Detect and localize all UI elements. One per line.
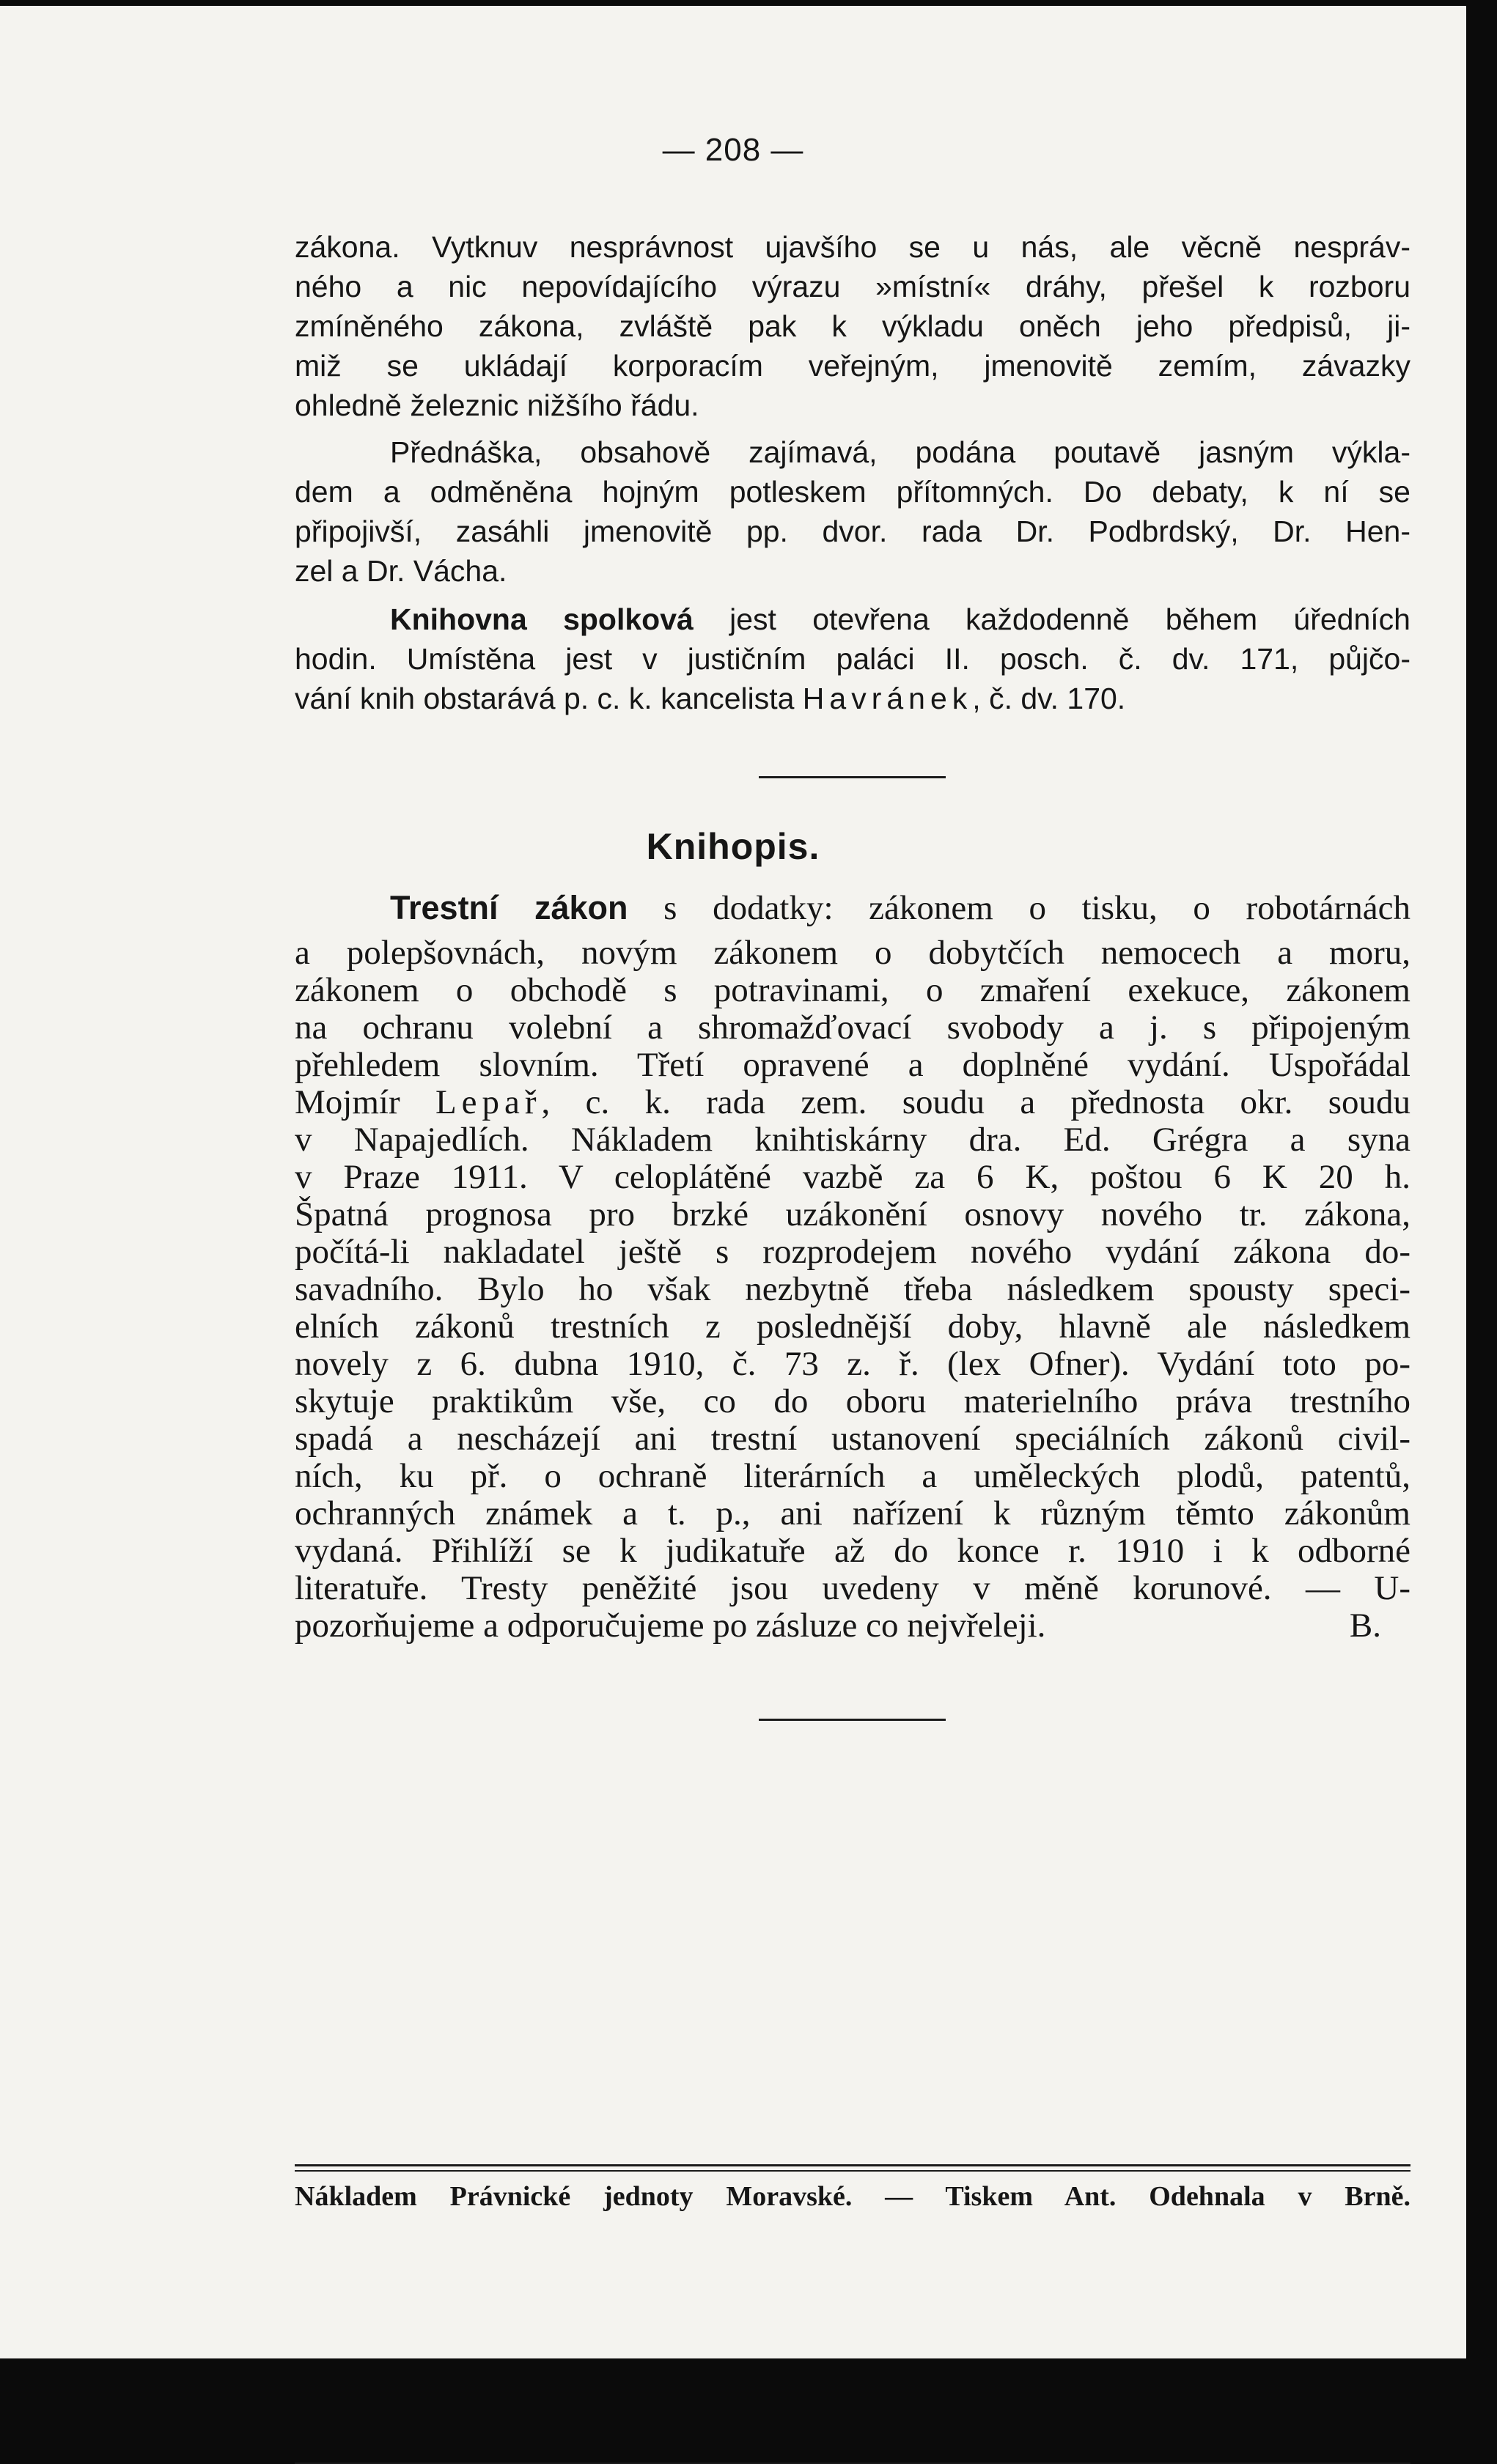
text-line: skytuje praktikům vše, co do oboru materielního práva trestního <box>295 1382 1410 1420</box>
text-line: Přednáška, obsahově zajímavá, podána poutavě jasným výkla- <box>390 435 1410 469</box>
book-title: Trestní zákon <box>390 889 628 926</box>
text-line: zákonem o obchodě s potravinami, o zmaření exekuce, zákonem <box>295 971 1410 1009</box>
section-divider <box>759 776 946 778</box>
section-divider <box>759 1719 946 1721</box>
library-line <box>390 598 1410 641</box>
document-page <box>0 6 1466 2358</box>
text-line: zel a Dr. Vácha. <box>295 554 507 588</box>
library-line <box>295 677 1410 720</box>
text-line: savadního. Bylo ho však nezbytně třeba následkem spousty speci- <box>295 1270 1410 1308</box>
text-fragment: pozorňujeme a odporučujeme po zásluze co nejvřeleji. <box>295 1607 1046 1645</box>
text-fragment: , č. dv. 170. <box>972 682 1126 715</box>
text-line: spadá a nescházejí ani trestní ustanovení speciálních zákonů civil- <box>295 1420 1410 1458</box>
text-line: elních zákonů trestních z poslednější doby, hlavně ale následkem <box>295 1307 1410 1346</box>
text-fragment: Mojmír <box>295 1083 435 1121</box>
text-fragment: vání knih obstarává p. c. k. kancelista <box>295 682 803 715</box>
text-line: Špatná prognosa pro brzké uzákonění osnovy nového tr. zákona, <box>295 1195 1410 1233</box>
library-title: Knihovna spolková <box>390 602 694 636</box>
reviewer-signature: B. <box>1349 1607 1381 1645</box>
text-line: zákona. Vytknuv nesprávnost ujavšího se u nás, ale věcně nespráv- <box>295 230 1410 264</box>
text-line: a polepšovnách, novým zákonem o dobytčích nemocech a moru, <box>295 934 1410 972</box>
text-line: v Praze 1911. V celoplátěné vazbě za 6 K, poštou 6 K 20 h. <box>295 1158 1410 1196</box>
text-line: vydaná. Přihlíží se k judikatuře až do konce r. 1910 i k odborné <box>295 1532 1410 1570</box>
text-line: počítá-li nakladatel ještě s rozprodejem nového vydání zákona do- <box>295 1233 1410 1271</box>
editor-name: Lepař <box>435 1083 542 1121</box>
text-line: v Napajedlích. Nákladem knihtiskárny dra. Ed. Grégra a syna <box>295 1121 1410 1159</box>
text-line: ohledně železnic nižšího řádu. <box>295 388 699 422</box>
publisher-imprint: Nákladem Právnické jednoty Moravské. — Tiskem Ant. Odehnala v Brně. <box>295 2181 1410 2212</box>
text-line: přehledem slovním. Třetí opravené a doplněné vydání. Uspořádal <box>295 1046 1410 1084</box>
section-heading: Knihopis. <box>646 826 820 867</box>
review-line <box>295 1081 1410 1124</box>
text-fragment: s dodatky: zákonem o tisku, o robotárnách <box>628 889 1410 927</box>
text-line: dem a odměněna hojným potleskem přítomných. Do debaty, k ní se <box>295 475 1410 509</box>
person-name: Havránek <box>802 682 973 715</box>
text-fragment: jest otevřena každodenně během úředních <box>693 602 1410 636</box>
review-line <box>390 887 1410 929</box>
text-line: novely z 6. dubna 1910, č. 73 z. ř. (lex Ofner). Vydání toto po- <box>295 1345 1410 1383</box>
text-line: zmíněného zákona, zvláště pak k výkladu oněch jeho předpisů, ji- <box>295 309 1410 343</box>
text-line: ného a nic nepovídajícího výrazu »místní« dráhy, přešel k rozboru <box>295 270 1410 303</box>
text-line: připojivší, zasáhli jmenovitě pp. dvor. rada Dr. Podbrdský, Dr. Hen- <box>295 514 1410 548</box>
page-number: — 208 — <box>662 132 804 168</box>
text-fragment: , c. k. rada zem. soudu a přednosta okr. soudu <box>541 1083 1410 1121</box>
text-line: miž se ukládají korporacím veřejným, jmenovitě zemím, závazky <box>295 349 1410 383</box>
text-line: ochranných známek a t. p., ani nařízení k různým těmto zákonům <box>295 1494 1410 1532</box>
text-line: literatuře. Tresty peněžité jsou uvedeny v měně korunové. — U- <box>295 1569 1410 1607</box>
text-line: ních, ku př. o ochraně literárních a uměleckých plodů, patentů, <box>295 1457 1410 1495</box>
text-line: hodin. Umístěna jest v justičním paláci II. posch. č. dv. 171, půjčo- <box>295 642 1410 676</box>
review-last-line <box>295 1604 1410 1647</box>
text-line: na ochranu volební a shromažďovací svobody a j. s připojeným <box>295 1008 1410 1047</box>
